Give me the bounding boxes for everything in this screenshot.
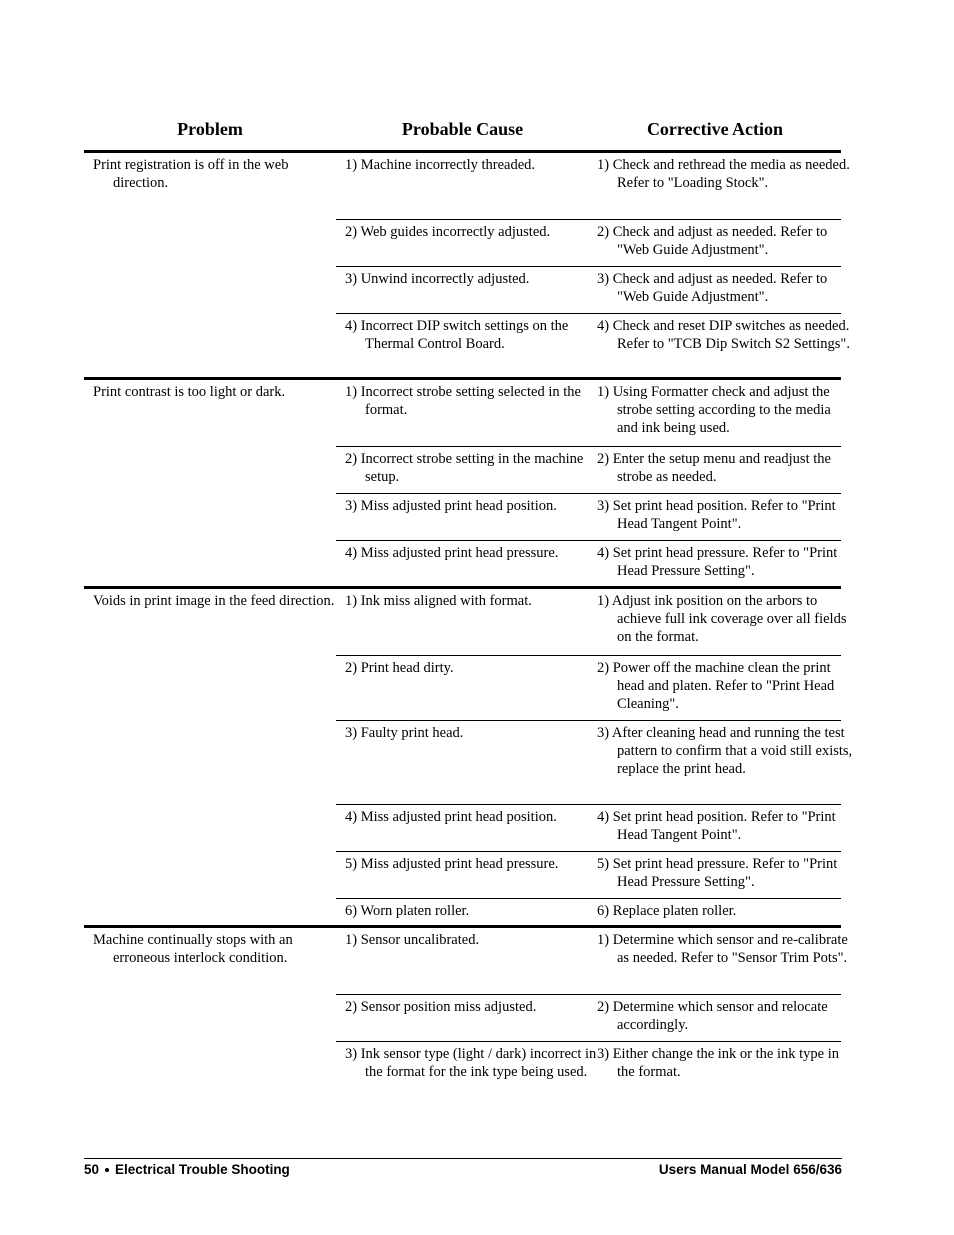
table-row (336, 219, 841, 266)
action-text: 1) Adjust ink position on the arbors to achieve full ink coverage over all fields on the format. (597, 593, 847, 646)
action-text: 1) Determine which sensor and re-calibrate as needed. Refer to "Sensor Trim Pots". (597, 932, 848, 967)
table-row (336, 380, 841, 446)
action-text: 3) Either change the ink or the ink type in the format. (597, 1046, 839, 1081)
cause-text: 1) Sensor uncalibrated. (345, 932, 480, 948)
cause-text: 4) Miss adjusted print head pressure. (345, 545, 559, 561)
bullet-icon (105, 1168, 109, 1172)
table-row (336, 540, 841, 587)
problem-text: Machine continually stops with an erroneous interlock condition. (93, 932, 293, 967)
table-row (336, 153, 850, 219)
table-row (336, 266, 841, 313)
action-text: 2) Check and adjust as needed. Refer to "Web Guide Adjustment". (597, 224, 828, 259)
table-row (336, 720, 853, 804)
trouble-group (84, 925, 848, 1108)
cause-text: 2) Print head dirty. (345, 660, 454, 676)
cause-text: 4) Incorrect DIP switch settings on the Thermal Control Board. (345, 318, 569, 353)
cause-text: 3) Miss adjusted print head position. (345, 498, 557, 514)
problem-text: Print contrast is too light or dark. (93, 384, 286, 400)
cause-text: 3) Faulty print head. (345, 725, 464, 741)
cause-text: 5) Miss adjusted print head pressure. (345, 856, 559, 872)
problem-text: Print registration is off in the web direction. (93, 157, 289, 192)
table-header (84, 119, 841, 149)
cause-text: 2) Incorrect strobe setting in the machine setup. (345, 451, 584, 486)
action-text: 1) Using Formatter check and adjust the strobe setting according to the media and ink being used. (597, 384, 831, 437)
cause-text: 3) Unwind incorrectly adjusted. (345, 271, 530, 287)
problem-text: Voids in print image in the feed direction. (93, 593, 335, 609)
cause-text: 1) Ink miss aligned with format. (345, 593, 532, 609)
cause-text: 2) Sensor position miss adjusted. (345, 999, 537, 1015)
action-text: 5) Set print head pressure. Refer to "Print Head Pressure Setting". (597, 856, 838, 891)
cause-text: 1) Machine incorrectly threaded. (345, 157, 536, 173)
action-text: 4) Check and reset DIP switches as needed. Refer to "TCB Dip Switch S2 Settings". (597, 318, 850, 353)
action-text: 2) Power off the machine clean the print head and platen. Refer to "Print Head Cleaning". (597, 660, 835, 713)
action-text: 3) Set print head position. Refer to "Print Head Tangent Point". (597, 498, 836, 533)
table-row (336, 589, 847, 655)
action-text: 2) Determine which sensor and relocate accordingly. (597, 999, 828, 1034)
footer-divider (84, 1158, 842, 1159)
trouble-group (84, 377, 841, 587)
table-row (336, 804, 841, 851)
page-number: 50 (84, 1162, 100, 1177)
action-text: 3) Check and adjust as needed. Refer to "Web Guide Adjustment". (597, 271, 828, 306)
action-text: 2) Enter the setup menu and readjust the strobe as needed. (597, 451, 831, 486)
table-row (336, 1041, 841, 1108)
cause-text: 1) Incorrect strobe setting selected in the format. (345, 384, 581, 419)
cause-text: 6) Worn platen roller. (345, 903, 470, 919)
problem-header: Problem (177, 119, 243, 139)
probable-cause-header: Probable Cause (401, 119, 524, 139)
table-row (336, 313, 850, 378)
table-row (336, 851, 841, 898)
trouble-group (84, 150, 850, 378)
trouble-group (84, 586, 853, 927)
table-row (336, 446, 841, 493)
table-row (336, 493, 841, 540)
table-row (336, 655, 841, 720)
cause-text: 2) Web guides incorrectly adjusted. (345, 224, 551, 240)
table-row (336, 928, 848, 994)
table-row (336, 898, 841, 927)
manual-title: Users Manual Model 656/636 (658, 1162, 842, 1177)
action-text: 3) After cleaning head and running the test pattern to confirm that a void still exists, replace the print head. (597, 725, 853, 778)
table-row (336, 994, 841, 1041)
cause-text: 3) Ink sensor type (light / dark) incorrect in the format for the ink type being used. (345, 1046, 597, 1081)
action-text: 1) Check and rethread the media as needed. Refer to "Loading Stock". (597, 157, 850, 192)
action-text: 6) Replace platen roller. (597, 903, 737, 919)
action-text: 4) Set print head position. Refer to "Print Head Tangent Point". (597, 809, 836, 844)
cause-text: 4) Miss adjusted print head position. (345, 809, 557, 825)
corrective-action-header: Corrective Action (646, 119, 784, 139)
action-text: 4) Set print head pressure. Refer to "Print Head Pressure Setting". (597, 545, 838, 580)
section-title: Electrical Trouble Shooting (115, 1162, 290, 1177)
footer-left (84, 1162, 290, 1177)
